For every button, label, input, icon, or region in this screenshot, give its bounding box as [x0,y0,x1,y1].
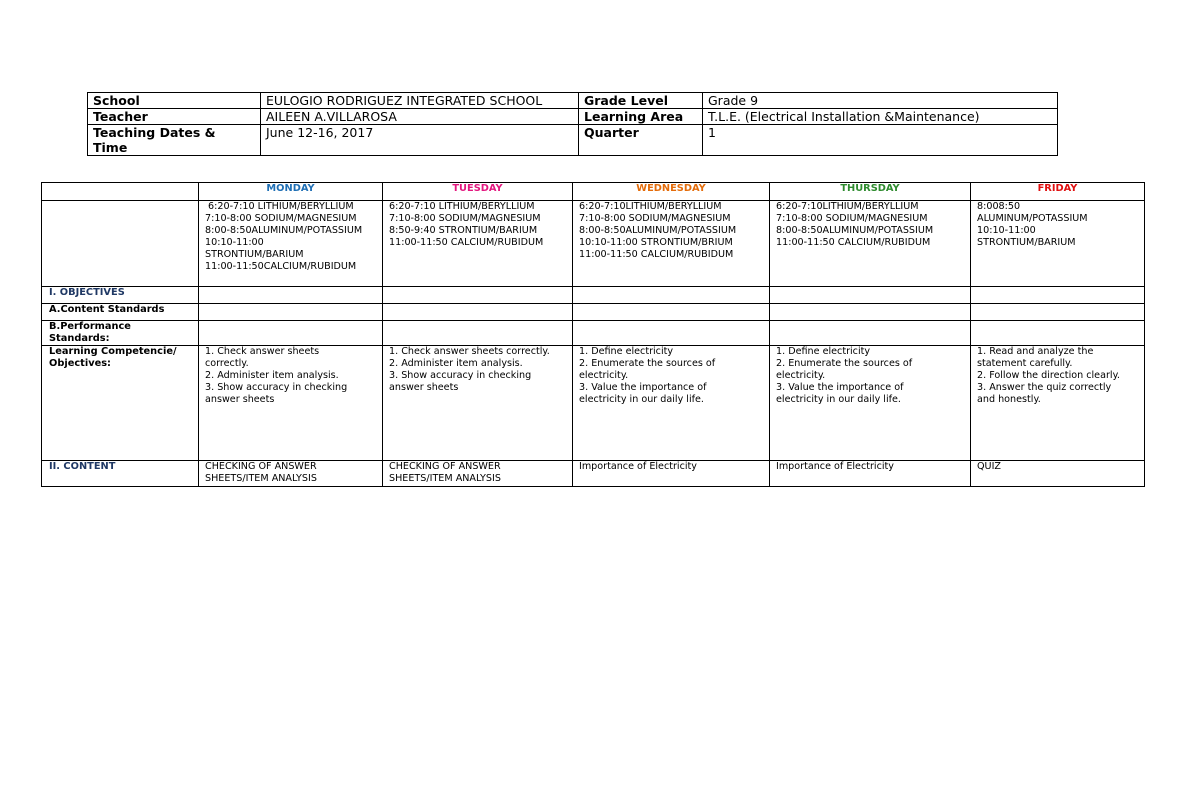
competency-line: 2. Follow the direction clearly. [977,370,1120,381]
competency-line: 1. Read and analyze the [977,346,1094,357]
competency-line: and honestly. [977,394,1041,405]
schedule-wednesday [573,201,770,287]
competency-line: 2. Enumerate the sources of [579,358,716,369]
competency-line: 1. Define electricity [579,346,674,357]
schedule-line: STRONTIUM/BARIUM [977,237,1076,248]
teaching-dates-label-line2: Time [93,140,128,155]
schedule-line: 6:20-7:10LITHIUM/BERYLLIUM [776,201,919,212]
schedule-line: 11:00-11:50 CALCIUM/RUBIDUM [579,249,734,260]
competencies-friday [971,346,1145,461]
competency-line: 1. Define electricity [776,346,871,357]
content-line: CHECKING OF ANSWER [389,461,501,472]
corner-cell [42,183,199,201]
objectives-label: I. OBJECTIVES [42,287,199,304]
content-line: QUIZ [977,461,1001,472]
competency-line: 2. Administer item analysis. [205,370,339,381]
competencies-label-line2: Objectives: [49,358,111,369]
content-line: CHECKING OF ANSWER [205,461,317,472]
day-header-wednesday: WEDNESDAY [573,183,770,201]
days-header-row [42,183,1145,201]
schedule-line: 6:20-7:10 LITHIUM/BERYLLIUM [205,201,354,212]
schedule-line: 11:00-11:50 CALCIUM/RUBIDUM [776,237,931,248]
lesson-plan-table [41,182,1145,487]
competency-line: 3. Answer the quiz correctly [977,382,1112,393]
schedule-row-label [42,201,199,287]
content-standards-tuesday [383,304,573,321]
schedule-line: 11:00-11:50CALCIUM/RUBIDUM [205,261,357,272]
objectives-wednesday [573,287,770,304]
schedule-line: 7:10-8:00 SODIUM/MAGNESIUM [389,213,541,224]
performance-standards-tuesday [383,321,573,346]
content-tuesday [383,461,573,487]
competency-line: electricity in our daily life. [776,394,901,405]
competency-line: statement carefully. [977,358,1073,369]
schedule-line: 8:50-9:40 STRONTIUM/BARIUM [389,225,538,236]
performance-standards-row [42,321,1145,346]
teacher-label: Teacher [88,109,261,125]
schedule-line: 7:10-8:00 SODIUM/MAGNESIUM [579,213,731,224]
content-standards-thursday [770,304,971,321]
competency-line: answer sheets [205,394,275,405]
teaching-dates-value: June 12-16, 2017 [261,125,579,156]
content-thursday [770,461,971,487]
quarter-value: 1 [703,125,1058,156]
objectives-monday [199,287,383,304]
performance-standards-label-line2: Standards: [49,333,110,344]
competencies-label-line1: Learning Competencie/ [49,346,177,357]
schedule-line: STRONTIUM/BARIUM [205,249,304,260]
content-row [42,461,1145,487]
performance-standards-thursday [770,321,971,346]
day-header-thursday: THURSDAY [770,183,971,201]
competencies-tuesday [383,346,573,461]
competencies-label [42,346,199,461]
quarter-label: Quarter [579,125,703,156]
competency-line: 3. Show accuracy in checking [389,370,532,381]
teacher-value: AILEEN A.VILLAROSA [261,109,579,125]
school-value: EULOGIO RODRIGUEZ INTEGRATED SCHOOL [261,93,579,109]
header-row-dates [88,125,1058,156]
competencies-thursday [770,346,971,461]
content-label: II. CONTENT [42,461,199,487]
school-label: School [88,93,261,109]
competency-line: 1. Check answer sheets [205,346,320,357]
content-line: SHEETS/ITEM ANALYSIS [205,473,317,484]
content-line: SHEETS/ITEM ANALYSIS [389,473,501,484]
schedule-line: 10:10-11:00 [205,237,264,248]
schedule-thursday [770,201,971,287]
teaching-dates-label-line1: Teaching Dates & [93,125,216,140]
competency-line: electricity. [776,370,826,381]
competency-line: 1. Check answer sheets correctly. [389,346,550,357]
schedule-monday [199,201,383,287]
content-standards-friday [971,304,1145,321]
objectives-tuesday [383,287,573,304]
competency-line: 3. Value the importance of [579,382,707,393]
content-wednesday [573,461,770,487]
performance-standards-monday [199,321,383,346]
schedule-line: 10:10-11:00 STRONTIUM/BRIUM [579,237,733,248]
day-header-monday: MONDAY [199,183,383,201]
competency-line: 3. Show accuracy in checking [205,382,348,393]
grade-level-value: Grade 9 [703,93,1058,109]
content-standards-monday [199,304,383,321]
content-standards-label: A.Content Standards [42,304,199,321]
header-row-teacher [88,109,1058,125]
schedule-line: 11:00-11:50 CALCIUM/RUBIDUM [389,237,544,248]
competencies-monday [199,346,383,461]
objectives-thursday [770,287,971,304]
content-standards-row [42,304,1145,321]
competency-line: 2. Enumerate the sources of [776,358,913,369]
competency-line: electricity in our daily life. [579,394,704,405]
competency-line: 2. Administer item analysis. [389,358,523,369]
learning-area-value: T.L.E. (Electrical Installation &Maintenance) [703,109,1058,125]
objectives-friday [971,287,1145,304]
objectives-row [42,287,1145,304]
schedule-friday [971,201,1145,287]
schedule-line: 8:00-8:50ALUMINUM/POTASSIUM [205,225,363,236]
schedule-tuesday [383,201,573,287]
competencies-row [42,346,1145,461]
performance-standards-label-line1: B.Performance [49,321,131,332]
schedule-line: 8:00-8:50ALUMINUM/POTASSIUM [776,225,934,236]
header-row-school [88,93,1058,109]
schedule-row [42,201,1145,287]
content-friday [971,461,1145,487]
lesson-header-table [87,92,1058,156]
competency-line: correctly. [205,358,249,369]
performance-standards-friday [971,321,1145,346]
learning-area-label: Learning Area [579,109,703,125]
schedule-line: 6:20-7:10LITHIUM/BERYLLIUM [579,201,722,212]
day-header-tuesday: TUESDAY [383,183,573,201]
teaching-dates-label [88,125,261,156]
competency-line: 3. Value the importance of [776,382,904,393]
performance-standards-wednesday [573,321,770,346]
content-standards-wednesday [573,304,770,321]
schedule-line: 7:10-8:00 SODIUM/MAGNESIUM [776,213,928,224]
content-line: Importance of Electricity [579,461,697,472]
day-header-friday: FRIDAY [971,183,1145,201]
content-line: Importance of Electricity [776,461,894,472]
schedule-line: 7:10-8:00 SODIUM/MAGNESIUM [205,213,357,224]
content-monday [199,461,383,487]
schedule-line: 10:10-11:00 [977,225,1036,236]
competency-line: answer sheets [389,382,459,393]
schedule-line: 8:008:50 [977,201,1021,212]
schedule-line: 8:00-8:50ALUMINUM/POTASSIUM [579,225,737,236]
grade-level-label: Grade Level [579,93,703,109]
competency-line: electricity. [579,370,629,381]
schedule-line: 6:20-7:10 LITHIUM/BERYLLIUM [389,201,535,212]
competencies-wednesday [573,346,770,461]
schedule-line: ALUMINUM/POTASSIUM [977,213,1088,224]
performance-standards-label [42,321,199,346]
